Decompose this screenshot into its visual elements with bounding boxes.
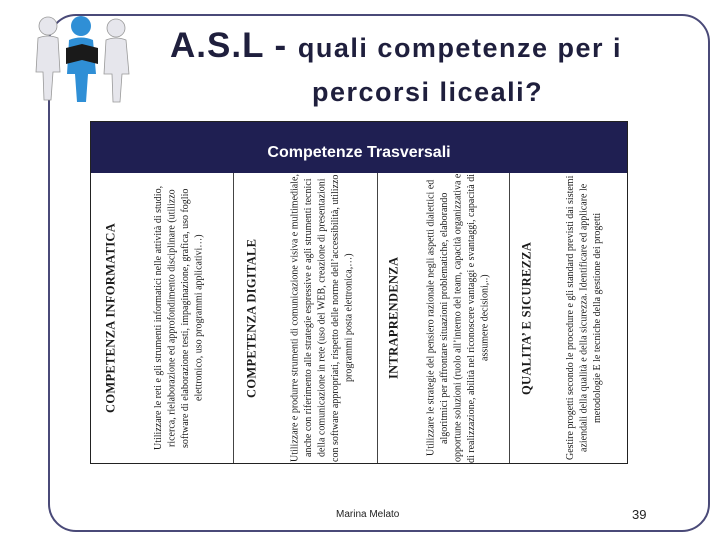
column-text: Utilizzare e produrre strumenti di comunicazione visiva e multimediale, anche con riferimento alle strategie espressive e agli strumenti tecnici della comunicazione in rete (uso del WEB, creazione di presentazioni con software appropriati, rispetto delle norme dell’accessibilità, utilizzo programmi posta elettronica,…) bbox=[289, 174, 355, 462]
column-text: Utilizzare le reti e gli strumenti informatici nelle attività di studio, ricerca, rielaborazione ed approfondimento disciplinare (utilizzo software di elaborazione testi, impaginazione, grafica, uso foglio elettronico, uso programmi applicativi…) bbox=[153, 185, 205, 451]
column-text: Gestire progetti secondo le procedure e gli standard previsti dai sistemi aziendali della qualità e della sicurezza. Identificare ed applicare le metodologie E le tecniche della gestione dei progetti bbox=[564, 175, 603, 461]
column-heading: INTRAPRENDENZA bbox=[386, 256, 401, 380]
column-heading: QUALITA’ E SICUREZZA bbox=[519, 241, 534, 395]
table-header: Competenze Trasversali bbox=[91, 122, 627, 173]
competence-table bbox=[90, 121, 628, 464]
slide-title-line2: percorsi liceali? bbox=[312, 77, 544, 107]
column-heading: COMPETENZA INFORMATICA bbox=[103, 222, 118, 414]
page-number: 39 bbox=[632, 507, 647, 522]
title-abbr: A.S.L - bbox=[170, 26, 298, 65]
slide-title bbox=[170, 28, 622, 63]
people-reading-clipart bbox=[26, 14, 138, 106]
column-text: Utilizzare le strategie del pensiero razionale negli aspetti dialettici ed algoritmici per affrontare situazioni problematiche, elaborando opportune soluzioni (ruolo all’interno del team, capacità organizzativa e di realizzazione, abilità nel riconoscere vantaggi e svantaggi, capacità di assumere decisioni,..) bbox=[425, 173, 491, 463]
column-heading: COMPETENZA DIGITALE bbox=[244, 238, 259, 398]
footer-author: Marina Melato bbox=[336, 509, 400, 520]
title-text: quali competenze per i bbox=[297, 33, 622, 63]
